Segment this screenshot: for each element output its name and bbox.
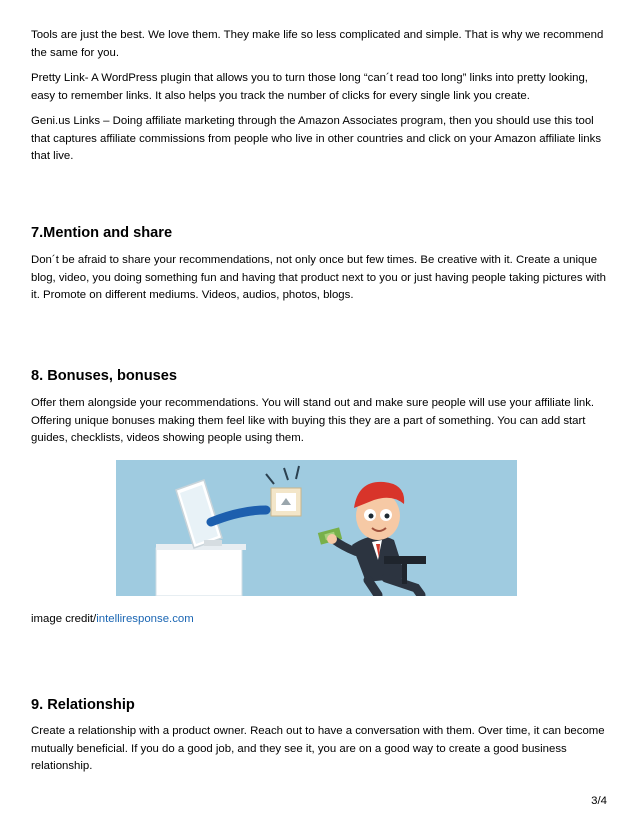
section-9-body: Create a relationship with a product owner. Reach out to have a conversation with them. Over time, it can become mutually beneficial. If you do a good job, and they see it, you are on a good way to create a good business relationship. <box>31 725 605 773</box>
page-number: 3/4 <box>591 795 607 807</box>
section-8-heading: 8. Bonuses, bonuses <box>31 368 177 384</box>
geniu-links-paragraph: Geni.us Links – Doing affiliate marketing through the Amazon Associates program, then you should use this tool that captures affiliate commissions from people who live in other countries and click on your Amazon affiliate links that live. <box>31 115 602 163</box>
affiliate-illustration <box>116 460 517 596</box>
section-7-heading: 7.Mention and share <box>31 225 173 241</box>
section-8-body: Offer them alongside your recommendations. You will stand out and make sure people will use your affiliate link. Offering unique bonuses making them feel like with buying this they are a part of something. You can add start guides, checklists, videos showing people using them. <box>31 397 595 445</box>
pretty-link-paragraph: Pretty Link- A WordPress plugin that allows you to turn those long “can´t read too long” links into pretty looking, easy to remember links. It also helps you track the number of clicks for every single link you create. <box>31 72 588 102</box>
section-7-body: Don´t be afraid to share your recommendations, not only once but few times. Be creative with it. Create a unique blog, video, you doing something fun and having that product next to you or just having people taking pictures with it. Promote on different mediums. Videos, audios, photos, blogs. <box>31 254 606 302</box>
tools-intro-paragraph: Tools are just the best. We love them. They make life so less complicated and simple. That is why we recommend the same for you. <box>31 29 604 59</box>
image-credit-prefix: image credit/ <box>31 613 97 625</box>
image-credit-link[interactable]: intelliresponse.com <box>96 613 194 625</box>
image-credit <box>31 613 194 625</box>
section-9-heading: 9. Relationship <box>31 697 135 713</box>
